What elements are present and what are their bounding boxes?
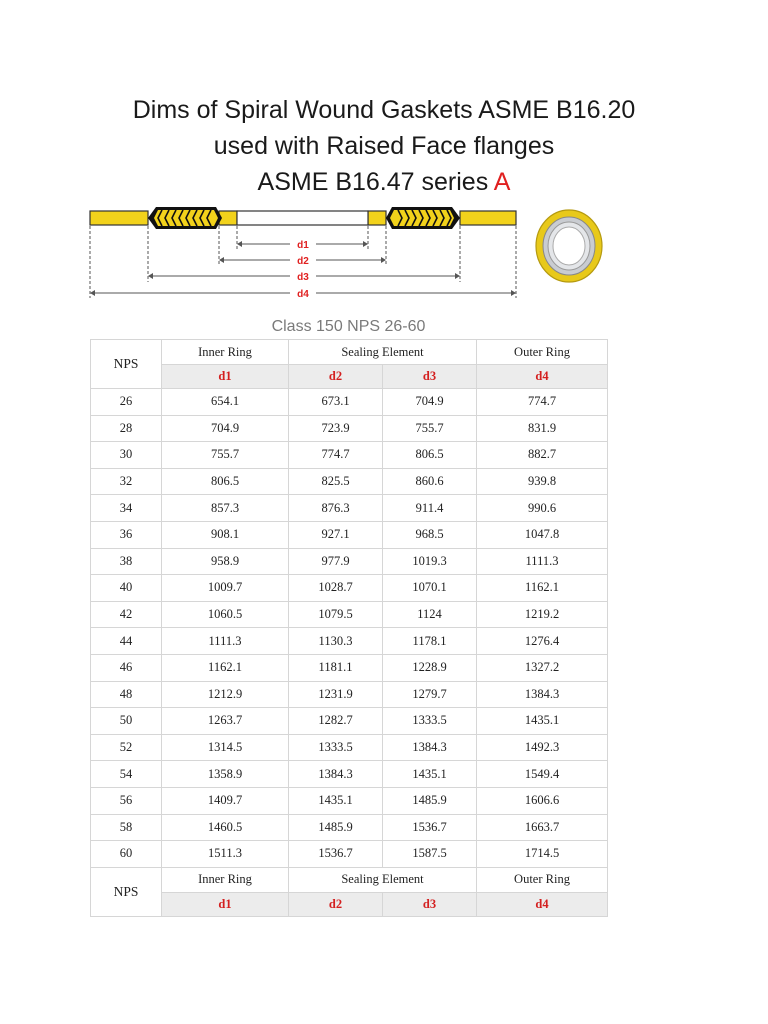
cell-d4: 1714.5: [477, 841, 608, 868]
header-sealing-element: Sealing Element: [289, 340, 477, 365]
table-row: [91, 814, 608, 841]
cell-d4: 939.8: [477, 468, 608, 495]
cell-nps: 44: [91, 628, 162, 655]
footer-nps: NPS: [91, 867, 162, 916]
table-row: [91, 389, 608, 416]
table-row: [91, 708, 608, 735]
cell-d3: 1019.3: [383, 548, 477, 575]
cell-d4: 1219.2: [477, 601, 608, 628]
cell-d1: 654.1: [162, 389, 289, 416]
cell-d2: 1333.5: [289, 734, 383, 761]
cell-nps: 50: [91, 708, 162, 735]
table-row: [91, 442, 608, 469]
cell-d4: 1327.2: [477, 654, 608, 681]
header-outer-ring: Outer Ring: [477, 340, 608, 365]
footer-inner-ring: Inner Ring: [162, 867, 289, 892]
cell-nps: 54: [91, 761, 162, 788]
table-row: [91, 415, 608, 442]
cell-d1: 1162.1: [162, 654, 289, 681]
header-d2: d2: [289, 365, 383, 389]
table-row: [91, 468, 608, 495]
sealing-element-left: [148, 207, 222, 229]
cell-d3: 1587.5: [383, 841, 477, 868]
title-line-2: used with Raised Face flanges: [213, 132, 555, 160]
cell-nps: 30: [91, 442, 162, 469]
cell-d1: 1511.3: [162, 841, 289, 868]
footer-outer-ring: Outer Ring: [477, 867, 608, 892]
cell-d2: 927.1: [289, 521, 383, 548]
table-row: [91, 548, 608, 575]
cell-d4: 1663.7: [477, 814, 608, 841]
table-caption: Class 150 NPS 26-60: [271, 318, 426, 335]
footer-d2: d2: [289, 892, 383, 916]
cell-nps: 28: [91, 415, 162, 442]
label-d1: d1: [297, 240, 309, 251]
cell-nps: 58: [91, 814, 162, 841]
header-d1: d1: [162, 365, 289, 389]
cell-d3: 1384.3: [383, 734, 477, 761]
cell-d2: 1435.1: [289, 787, 383, 814]
cell-d3: 1536.7: [383, 814, 477, 841]
cell-d4: 1492.3: [477, 734, 608, 761]
cell-d4: 990.6: [477, 495, 608, 522]
cell-d2: 825.5: [289, 468, 383, 495]
cell-d3: 968.5: [383, 521, 477, 548]
outer-ring-left: [90, 211, 148, 225]
cell-d1: 704.9: [162, 415, 289, 442]
table-row: [91, 521, 608, 548]
cell-d3: 704.9: [383, 389, 477, 416]
table-subheader-row: [91, 365, 608, 389]
cell-d2: 723.9: [289, 415, 383, 442]
inner-ring-right: [368, 211, 386, 225]
label-d4: d4: [297, 289, 309, 300]
cell-d4: 831.9: [477, 415, 608, 442]
cell-d1: 1009.7: [162, 575, 289, 602]
cell-d2: 977.9: [289, 548, 383, 575]
cell-nps: 34: [91, 495, 162, 522]
cell-d1: 1111.3: [162, 628, 289, 655]
cell-d1: 806.5: [162, 468, 289, 495]
cell-d4: 774.7: [477, 389, 608, 416]
cell-nps: 26: [91, 389, 162, 416]
label-d3: d3: [297, 272, 309, 283]
cell-d3: 1435.1: [383, 761, 477, 788]
sealing-element-right: [386, 207, 460, 229]
cell-d1: 755.7: [162, 442, 289, 469]
cell-nps: 36: [91, 521, 162, 548]
cell-nps: 46: [91, 654, 162, 681]
title-line-3: [0, 164, 768, 200]
cell-d4: 1435.1: [477, 708, 608, 735]
cell-d3: 1485.9: [383, 787, 477, 814]
cell-d1: 1358.9: [162, 761, 289, 788]
cell-nps: 60: [91, 841, 162, 868]
cell-d2: 1282.7: [289, 708, 383, 735]
outer-ring-right: [460, 211, 516, 225]
cell-d2: 1485.9: [289, 814, 383, 841]
cell-d3: 755.7: [383, 415, 477, 442]
footer-d3: d3: [383, 892, 477, 916]
cell-d3: 1124: [383, 601, 477, 628]
cell-d3: 1333.5: [383, 708, 477, 735]
table-footer-row: [91, 867, 608, 892]
table-row: [91, 761, 608, 788]
cell-d3: 1279.7: [383, 681, 477, 708]
cell-d1: 857.3: [162, 495, 289, 522]
table-row: [91, 787, 608, 814]
table-row: [91, 681, 608, 708]
cell-d2: 1130.3: [289, 628, 383, 655]
cell-nps: 42: [91, 601, 162, 628]
header-nps: NPS: [91, 340, 162, 389]
cell-d1: 1460.5: [162, 814, 289, 841]
cell-nps: 48: [91, 681, 162, 708]
cell-nps: 40: [91, 575, 162, 602]
cell-d3: 806.5: [383, 442, 477, 469]
cell-d1: 1263.7: [162, 708, 289, 735]
page-title: [0, 92, 768, 200]
header-inner-ring: Inner Ring: [162, 340, 289, 365]
cell-d4: 1606.6: [477, 787, 608, 814]
cell-nps: 56: [91, 787, 162, 814]
cell-d2: 1028.7: [289, 575, 383, 602]
cell-d4: 1384.3: [477, 681, 608, 708]
table-row: [91, 628, 608, 655]
header-d3: d3: [383, 365, 477, 389]
cell-d1: 1409.7: [162, 787, 289, 814]
cell-d3: 911.4: [383, 495, 477, 522]
footer-sealing-element: Sealing Element: [289, 867, 477, 892]
table-row: [91, 841, 608, 868]
table-row: [91, 601, 608, 628]
cell-d3: 1228.9: [383, 654, 477, 681]
cell-nps: 32: [91, 468, 162, 495]
cell-d3: 1178.1: [383, 628, 477, 655]
cell-d4: 1276.4: [477, 628, 608, 655]
cell-d2: 673.1: [289, 389, 383, 416]
cell-d4: 1111.3: [477, 548, 608, 575]
cell-d4: 1047.8: [477, 521, 608, 548]
cell-d1: 908.1: [162, 521, 289, 548]
cell-d4: 1162.1: [477, 575, 608, 602]
table-footer-subrow: [91, 892, 608, 916]
gasket-cross-section-diagram: [88, 198, 523, 302]
table-header-row: [91, 340, 608, 365]
footer-d1: d1: [162, 892, 289, 916]
cell-d4: 882.7: [477, 442, 608, 469]
cell-d2: 876.3: [289, 495, 383, 522]
cell-d1: 1314.5: [162, 734, 289, 761]
cell-nps: 38: [91, 548, 162, 575]
cell-d2: 1536.7: [289, 841, 383, 868]
table-row: [91, 734, 608, 761]
cell-d2: 1079.5: [289, 601, 383, 628]
dimensions-table: [90, 339, 608, 917]
cell-d2: 1384.3: [289, 761, 383, 788]
cell-d2: 1231.9: [289, 681, 383, 708]
title-series-letter: A: [493, 168, 511, 196]
cell-d1: 1212.9: [162, 681, 289, 708]
header-d4: d4: [477, 365, 608, 389]
cell-d3: 1070.1: [383, 575, 477, 602]
cell-d4: 1549.4: [477, 761, 608, 788]
cell-d2: 774.7: [289, 442, 383, 469]
label-d2: d2: [297, 256, 309, 267]
cell-d1: 1060.5: [162, 601, 289, 628]
table-row: [91, 654, 608, 681]
cell-d1: 958.9: [162, 548, 289, 575]
cell-nps: 52: [91, 734, 162, 761]
title-line-1: Dims of Spiral Wound Gaskets ASME B16.20: [132, 96, 636, 124]
table-row: [91, 575, 608, 602]
cell-d3: 860.6: [383, 468, 477, 495]
gasket-photo-icon: [533, 208, 605, 284]
footer-d4: d4: [477, 892, 608, 916]
cell-d2: 1181.1: [289, 654, 383, 681]
table-row: [91, 495, 608, 522]
bore: [237, 211, 368, 225]
title-line-3-prefix: ASME B16.47 series: [257, 168, 489, 196]
